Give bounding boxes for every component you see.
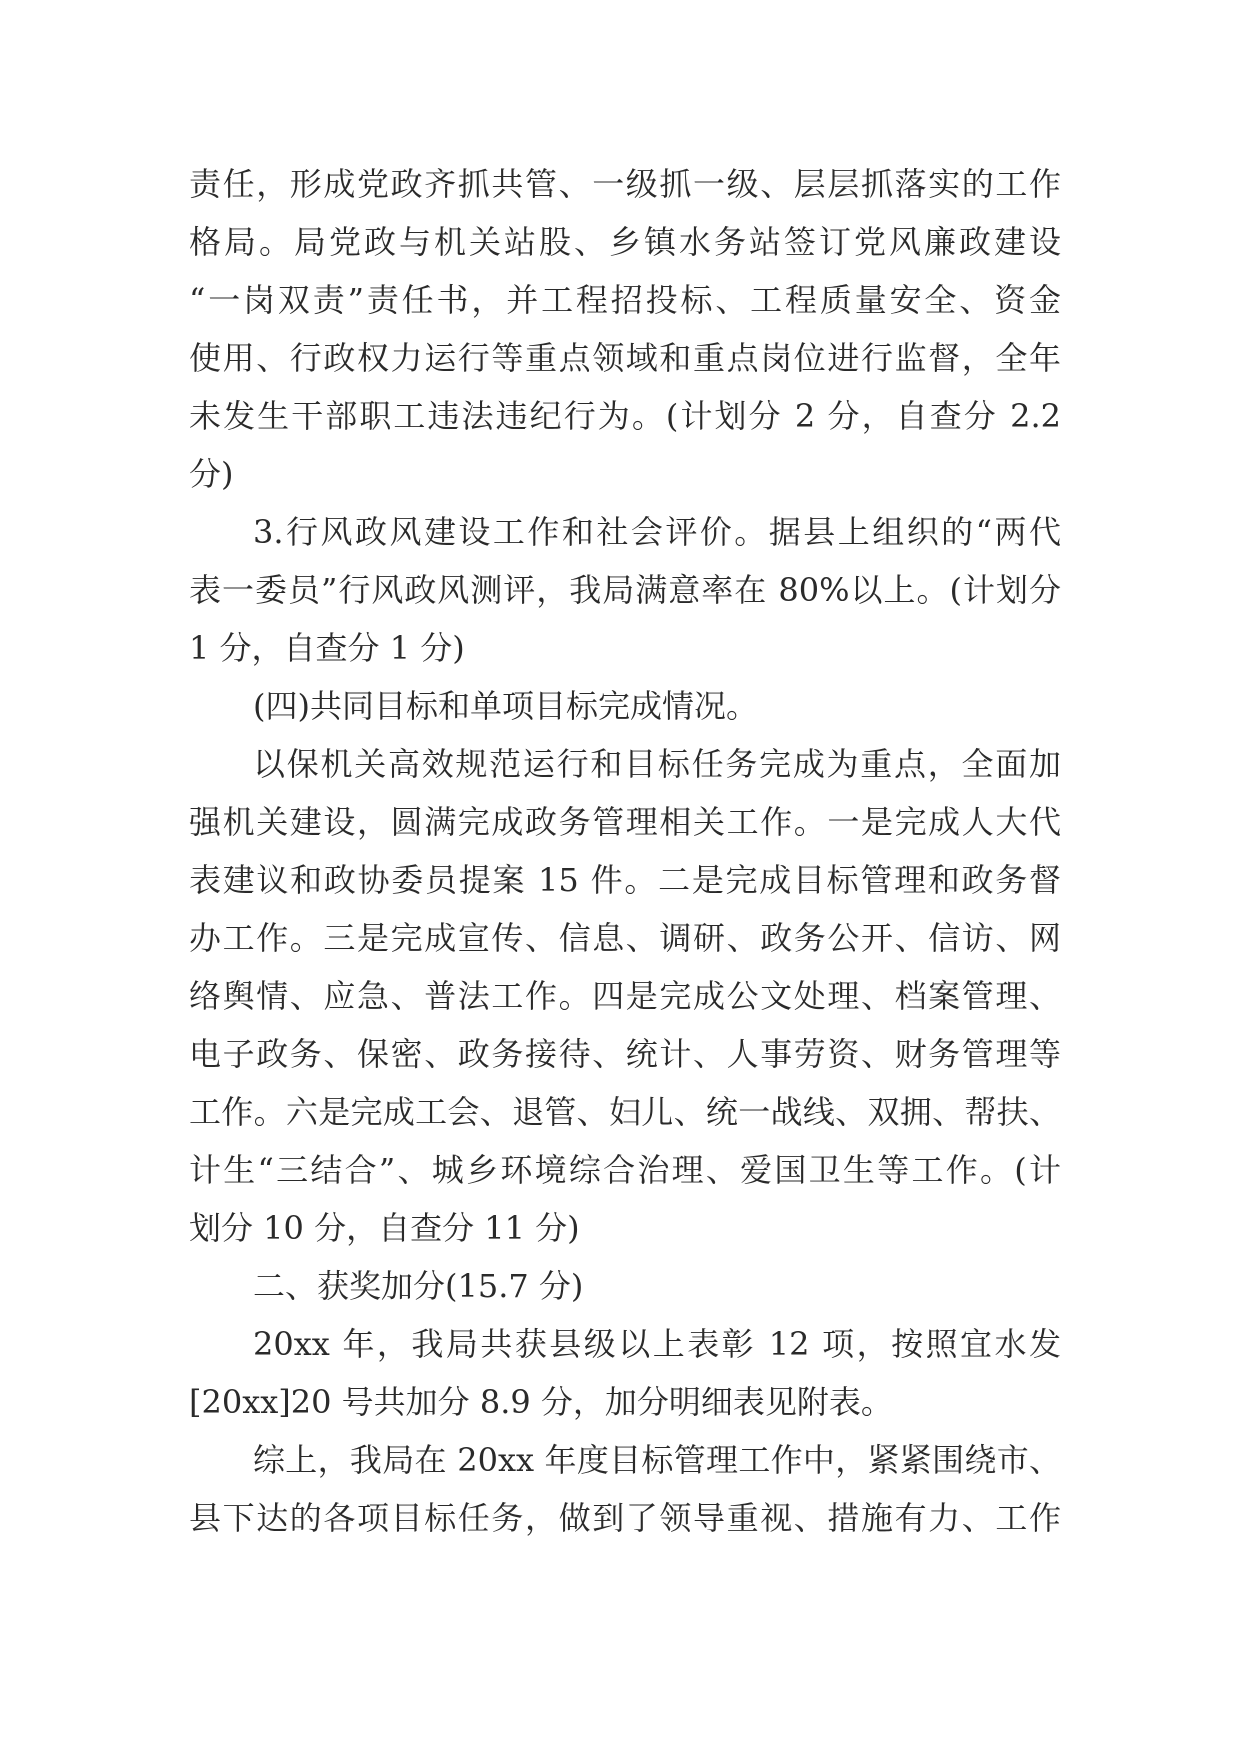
text-line: 格局。局党政与机关站股、乡镇水务站签订党风廉政建设 <box>189 223 1061 261</box>
text-line: 办工作。三是完成宣传、信息、调研、政务公开、信访、网 <box>189 919 1061 957</box>
text-line: 责任，形成党政齐抓共管、一级抓一级、层层抓落实的工作 <box>189 165 1061 203</box>
text-line: 分) <box>189 455 234 493</box>
text-line: 工作。六是完成工会、退管、妇儿、统一战线、双拥、帮扶、 <box>189 1093 1061 1131</box>
text-line: “一岗双责”责任书，并工程招投标、工程质量安全、资金 <box>189 281 1061 319</box>
text-line: 1 分，自查分 1 分) <box>189 629 465 667</box>
text-line: 使用、行政权力运行等重点领域和重点岗位进行监督，全年 <box>189 339 1061 377</box>
text-line: 3.行风政风建设工作和社会评价。据县上组织的“两代 <box>253 513 1061 551</box>
text-line: 划分 10 分，自查分 11 分) <box>189 1209 580 1247</box>
text-line: 20xx 年，我局共获县级以上表彰 12 项，按照宜水发 <box>253 1325 1061 1363</box>
text-line: 络舆情、应急、普法工作。四是完成公文处理、档案管理、 <box>189 977 1061 1015</box>
document-body <box>189 155 1061 1547</box>
text-line: [20xx]20 号共加分 8.9 分，加分明细表见附表。 <box>189 1383 893 1421</box>
text-line: 综上，我局在 20xx 年度目标管理工作中，紧紧围绕市、 <box>253 1441 1061 1479</box>
section-heading: 二、获奖加分(15.7 分) <box>253 1267 584 1305</box>
text-line: 县下达的各项目标任务，做到了领导重视、措施有力、工作 <box>189 1499 1061 1537</box>
text-line: 以保机关高效规范运行和目标任务完成为重点，全面加 <box>253 745 1061 783</box>
text-line: 表一委员”行风政风测评，我局满意率在 80%以上。(计划分 <box>189 571 1061 609</box>
text-line: 表建议和政协委员提案 15 件。二是完成目标管理和政务督 <box>189 861 1061 899</box>
text-line: 计生“三结合”、城乡环境综合治理、爱国卫生等工作。(计 <box>189 1151 1061 1189</box>
text-line: 未发生干部职工违法违纪行为。(计划分 2 分，自查分 2.2 <box>189 397 1061 435</box>
section-heading: (四)共同目标和单项目标完成情况。 <box>253 687 758 725</box>
text-line: 强机关建设，圆满完成政务管理相关工作。一是完成人大代 <box>189 803 1061 841</box>
text-line: 电子政务、保密、政务接待、统计、人事劳资、财务管理等 <box>189 1035 1061 1073</box>
